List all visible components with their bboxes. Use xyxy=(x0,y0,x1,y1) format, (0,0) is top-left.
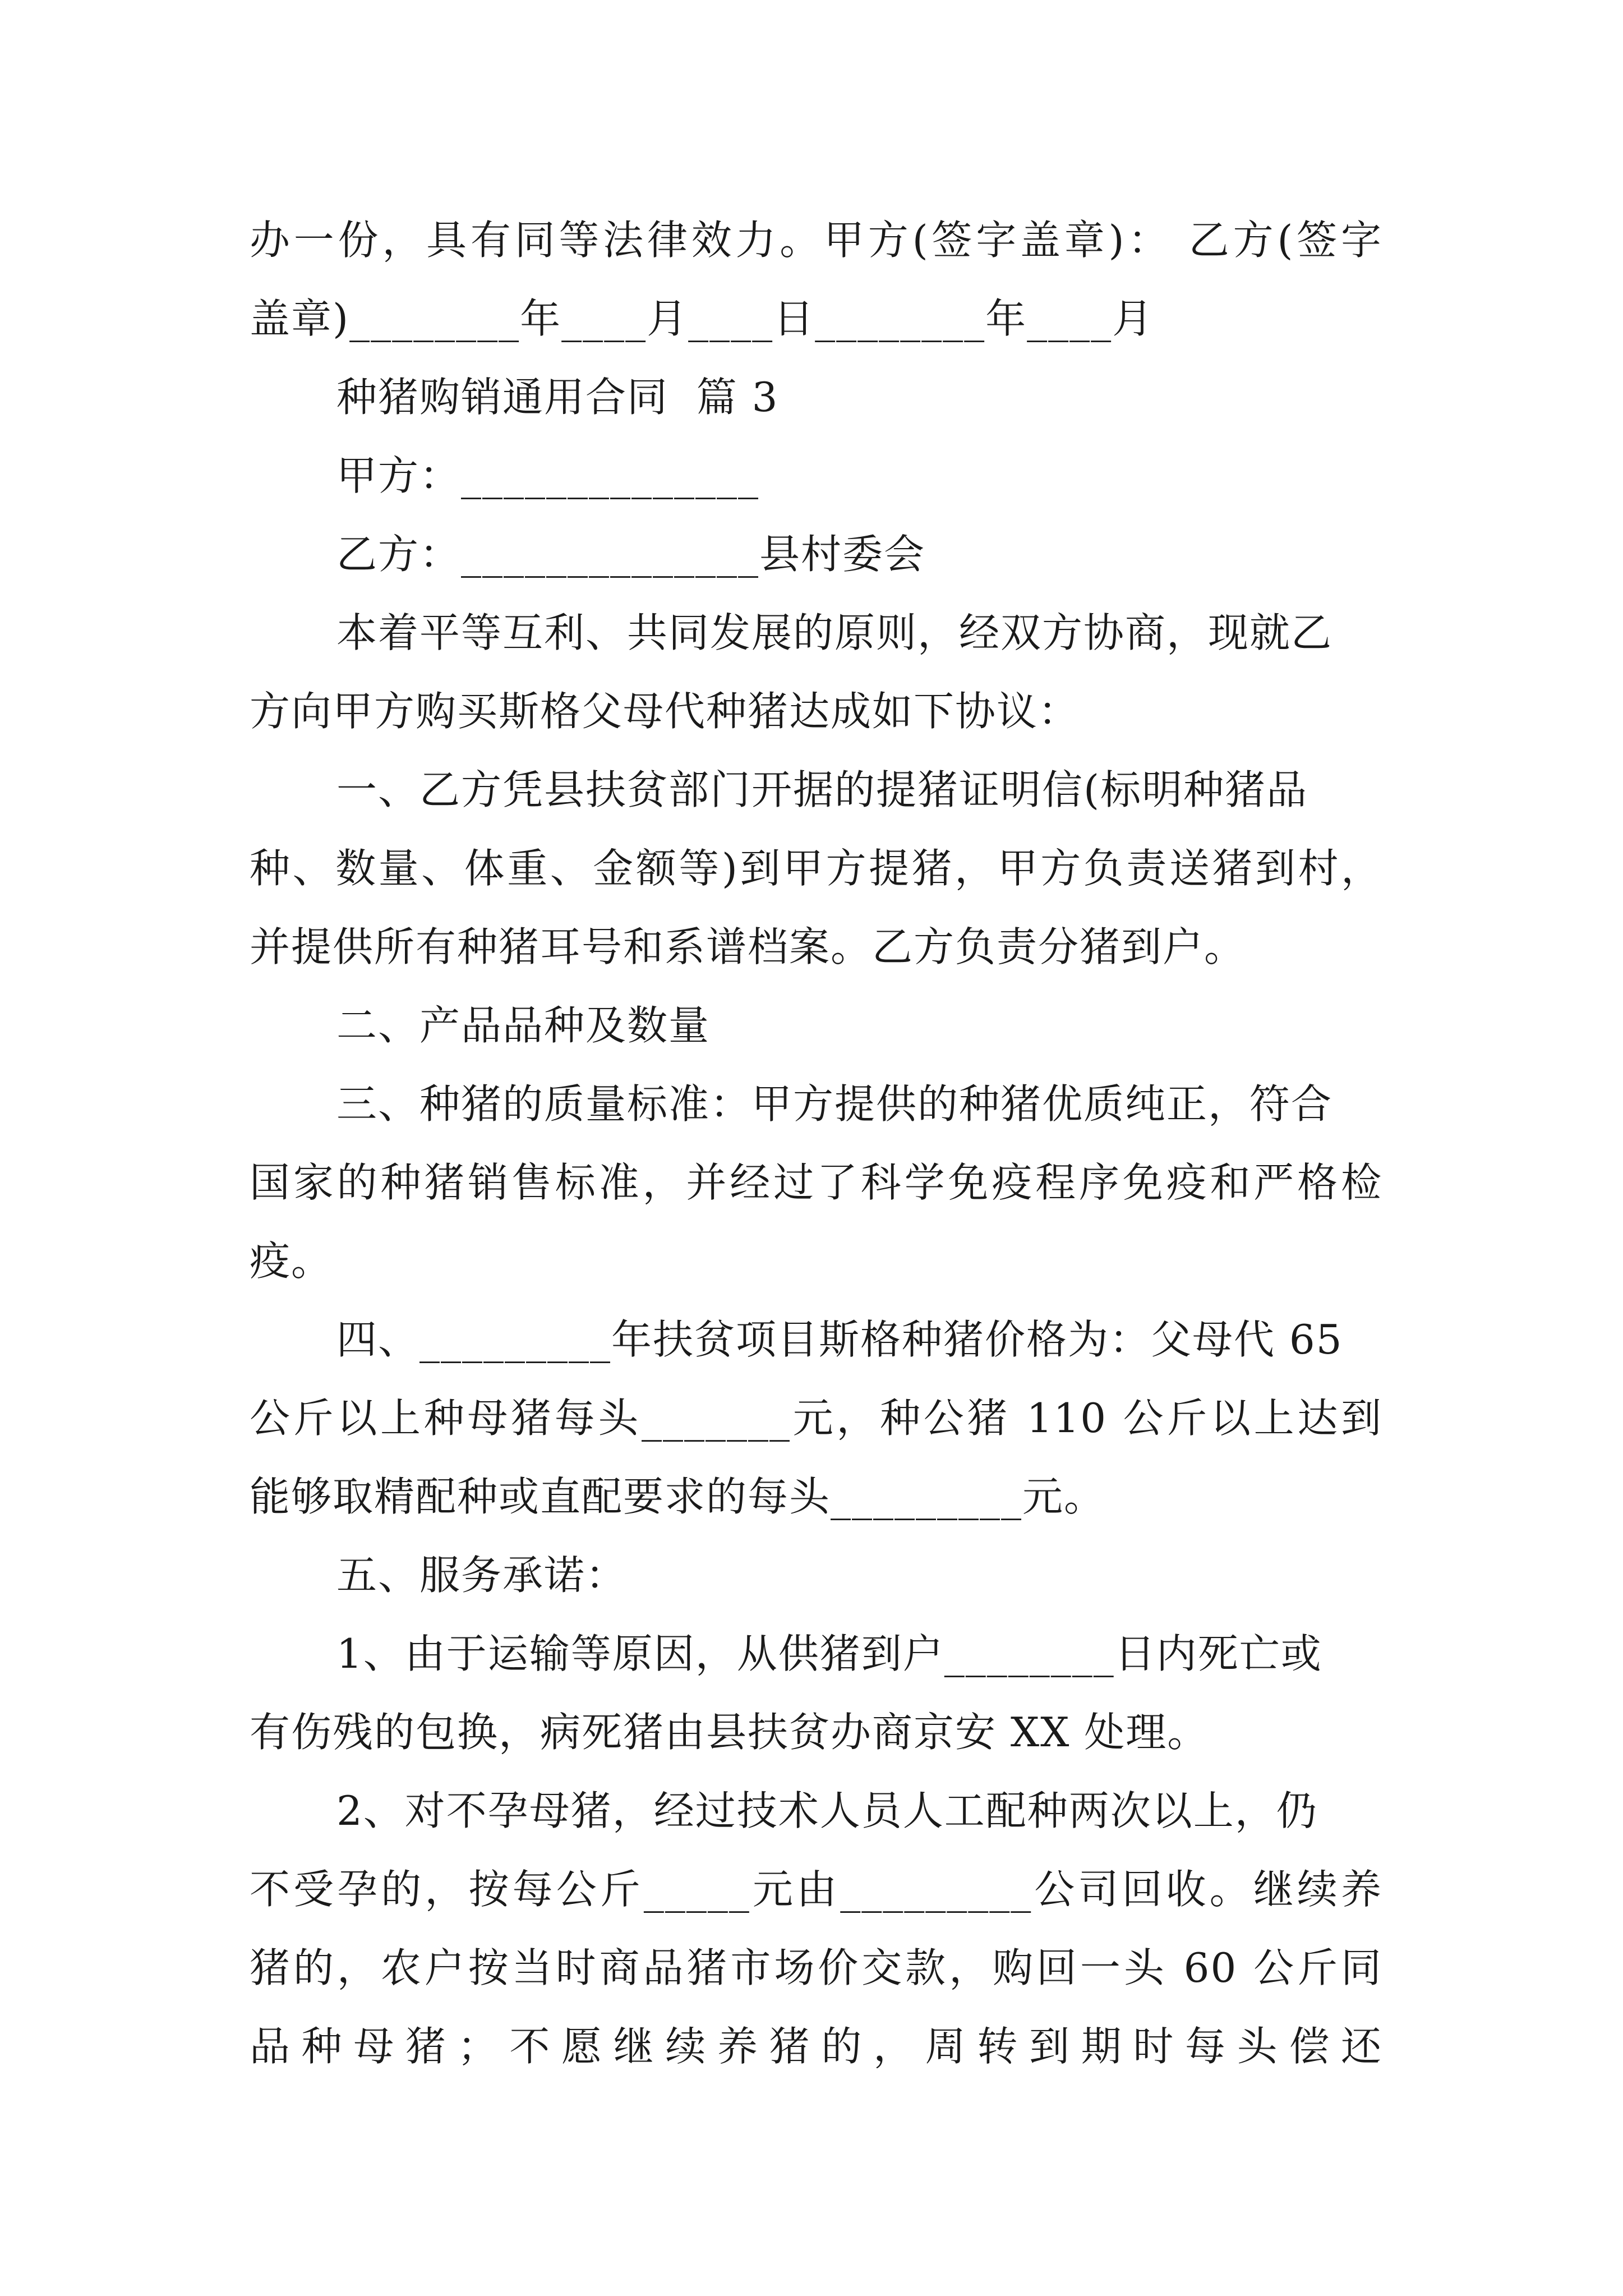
clause-5-heading: 五、服务承诺： xyxy=(336,1552,628,1599)
clause-1-line-2: 种、数量、体重、金额等)到甲方提猪，甲方负责送猪到村， xyxy=(250,845,1382,892)
text-line-1: 办一份，具有同等法律效力。甲方(签字盖章)： 乙方(签字 xyxy=(250,217,1382,264)
clause-5-2-line-1: 2、对不孕母猪，经过技术人员人工配种两次以上，仍 xyxy=(336,1787,1318,1834)
clause-3-line-3: 疫。 xyxy=(250,1237,333,1285)
section-heading: 种猪购销通用合同 篇 3 xyxy=(336,374,779,421)
clause-5-2-line-4: 品种母猪；不愿继续养猪的，周转到期时每头偿还 xyxy=(250,2023,1382,2070)
clause-4-line-3: 能够取精配种或直配要求的每头_________元。 xyxy=(250,1473,1106,1520)
clause-5-2-line-3: 猪的，农户按当时商品猪市场价交款，购回一头 60 公斤同 xyxy=(250,1944,1382,1991)
text-line-6: 本着平等互利、共同发展的原则，经双方协商，现就乙 xyxy=(336,609,1333,656)
clause-5-1-line-1: 1、由于运输等原因，从供猪到户________日内死亡或 xyxy=(336,1630,1322,1677)
clause-5-1-line-2: 有伤残的包换，病死猪由县扶贫办商京安 XX 处理。 xyxy=(250,1709,1209,1756)
text-line-2: 盖章)________年____月____日________年____月 xyxy=(250,295,1154,342)
clause-4-line-2: 公斤以上种母猪每头_______元，种公猪 110 公斤以上达到 xyxy=(250,1395,1382,1442)
party-a-line: 甲方：______________ xyxy=(336,452,760,499)
clause-1-line-3: 并提供所有种猪耳号和系谱档案。乙方负责分猪到户。 xyxy=(250,923,1246,970)
clause-4-line-1: 四、_________年扶贫项目斯格种猪价格为：父母代 65 xyxy=(336,1316,1343,1363)
text-line-7: 方向甲方购买斯格父母代种猪达成如下协议： xyxy=(250,688,1080,735)
clause-5-2-line-2: 不受孕的，按每公斤_____元由_________公司回收。继续养 xyxy=(250,1866,1382,1913)
clause-3-line-1: 三、种猪的质量标准：甲方提供的种猪优质纯正，符合 xyxy=(336,1080,1333,1128)
clause-1-line-1: 一、乙方凭县扶贫部门开据的提猪证明信(标明种猪品 xyxy=(336,766,1308,813)
party-b-line: 乙方：______________县村委会 xyxy=(336,531,926,578)
clause-3-line-2: 国家的种猪销售标准，并经过了科学免疫程序免疫和严格检 xyxy=(250,1159,1382,1206)
clause-2-line-1: 二、产品品种及数量 xyxy=(336,1002,711,1049)
